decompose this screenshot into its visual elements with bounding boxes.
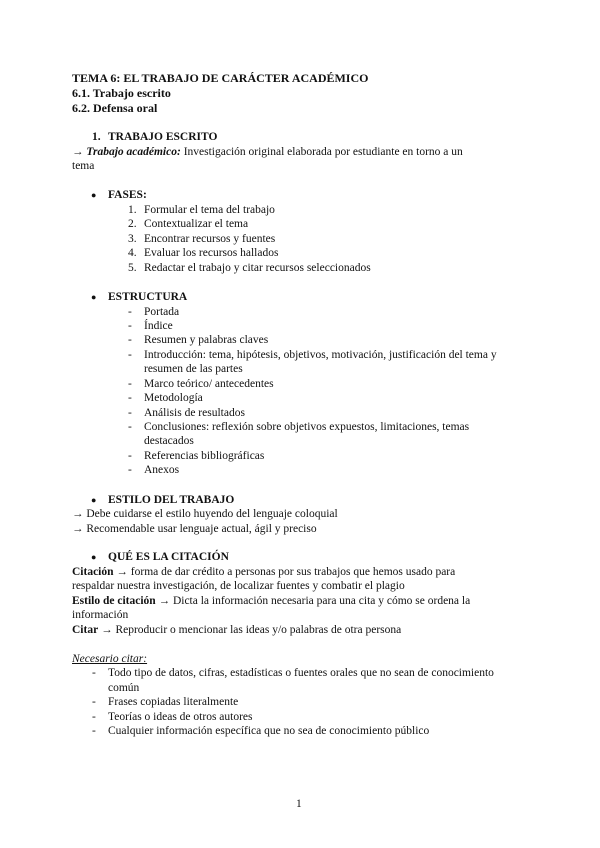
definition-term: Trabajo académico: <box>86 146 181 158</box>
section1-number: 1. <box>92 131 101 143</box>
estilo-line-1: → Debe cuidarse el estilo huyendo del lenguaje coloquial <box>72 508 338 520</box>
citar-term: Citar <box>72 624 99 636</box>
estructura-item: Referencias bibliográficas <box>144 450 265 462</box>
necesario-item: Frases copiadas literalmente <box>108 696 239 708</box>
estructura-dash: - <box>128 392 132 404</box>
estructura-dash: - <box>128 378 132 390</box>
estructura-dash: - <box>128 464 132 476</box>
fases-item-3: Encontrar recursos y fuentes <box>144 233 276 245</box>
necesario-dash: - <box>92 696 96 708</box>
citacion-line <box>72 565 455 579</box>
estructura-item: Marco teórico/ antecedentes <box>144 378 274 390</box>
estilo-citacion-text-cont: información <box>72 609 129 621</box>
fases-num-1: 1. <box>128 204 137 216</box>
subtopic-1: 6.1. Trabajo escrito <box>72 86 171 100</box>
citacion-bullet: ● <box>91 552 97 562</box>
estructura-dash: - <box>128 407 132 419</box>
estructura-item: Análisis de resultados <box>144 407 245 419</box>
estructura-item: Resumen y palabras claves <box>144 334 269 346</box>
estructura-item: Anexos <box>144 464 180 476</box>
fases-item-1: Formular el tema del trabajo <box>144 204 275 216</box>
page-number: 1 <box>296 798 302 810</box>
arrow-glyph: → <box>72 146 84 158</box>
estructura-item: Metodología <box>144 392 203 404</box>
estructura-dash: - <box>128 320 132 332</box>
necesario-title: Necesario citar: <box>72 653 148 665</box>
fases-num-5: 5. <box>128 262 137 274</box>
necesario-item: Teorías o ideas de otros autores <box>108 711 253 723</box>
estructura-item: Introducción: tema, hipótesis, objetivos, motivación, justificación del tema y <box>144 349 497 361</box>
fases-item-5: Redactar el trabajo y citar recursos seleccionados <box>144 262 371 274</box>
estructura-item-cont: destacados <box>144 435 194 447</box>
definition-line <box>72 145 463 159</box>
necesario-dash: - <box>92 725 96 737</box>
estructura-item: Índice <box>144 320 173 332</box>
estructura-item-cont: resumen de las partes <box>144 363 243 375</box>
citacion-term: Citación <box>72 566 114 578</box>
estilo-line-2: → Recomendable usar lenguaje actual, ágil y preciso <box>72 523 317 535</box>
citacion-title: QUÉ ES LA CITACIÓN <box>108 551 229 563</box>
estructura-title: ESTRUCTURA <box>108 291 188 303</box>
estructura-dash: - <box>128 421 132 433</box>
necesario-item-cont: común <box>108 682 140 694</box>
necesario-item: Cualquier información específica que no sea de conocimiento público <box>108 725 430 737</box>
fases-num-2: 2. <box>128 218 137 230</box>
fases-num-4: 4. <box>128 247 137 259</box>
citar-text: → Reproducir o mencionar las ideas y/o palabras de otra persona <box>101 624 402 636</box>
fases-bullet: ● <box>91 190 97 200</box>
definition-text-cont: tema <box>72 160 95 172</box>
necesario-dash: - <box>92 711 96 723</box>
estructura-dash: - <box>128 450 132 462</box>
estructura-dash: - <box>128 349 132 361</box>
estructura-bullet: ● <box>91 292 97 302</box>
estructura-item: Conclusiones: reflexión sobre objetivos expuestos, limitaciones, temas <box>144 421 470 433</box>
fases-item-4: Evaluar los recursos hallados <box>144 247 279 259</box>
section1-title: TRABAJO ESCRITO <box>108 131 218 143</box>
necesario-dash: - <box>92 667 96 679</box>
fases-item-2: Contextualizar el tema <box>144 218 249 230</box>
document-title: TEMA 6: EL TRABAJO DE CARÁCTER ACADÉMICO <box>72 71 369 85</box>
estructura-item: Portada <box>144 306 180 318</box>
citacion-text-cont: respaldar nuestra investigación, de localizar fuentes y combatir el plagio <box>72 580 405 592</box>
estructura-dash: - <box>128 306 132 318</box>
estructura-dash: - <box>128 334 132 346</box>
estilo-citacion-line <box>72 594 470 608</box>
estilo-citacion-term: Estilo de citación <box>72 595 156 607</box>
subtopic-2: 6.2. Defensa oral <box>72 101 158 115</box>
fases-num-3: 3. <box>128 233 137 245</box>
estilo-bullet: ● <box>91 495 97 505</box>
necesario-item: Todo tipo de datos, cifras, estadísticas o fuentes orales que no sean de conocimiento <box>108 667 494 679</box>
definition-text: Investigación original elaborada por estudiante en torno a un <box>183 146 463 158</box>
citacion-text: → forma de dar crédito a personas por sus trabajos que hemos usado para <box>116 566 456 578</box>
estilo-title: ESTILO DEL TRABAJO <box>108 494 235 506</box>
estilo-citacion-text: → Dicta la información necesaria para una cita y cómo se ordena la <box>158 595 471 607</box>
citar-line <box>72 623 401 637</box>
fases-title: FASES: <box>108 189 147 201</box>
